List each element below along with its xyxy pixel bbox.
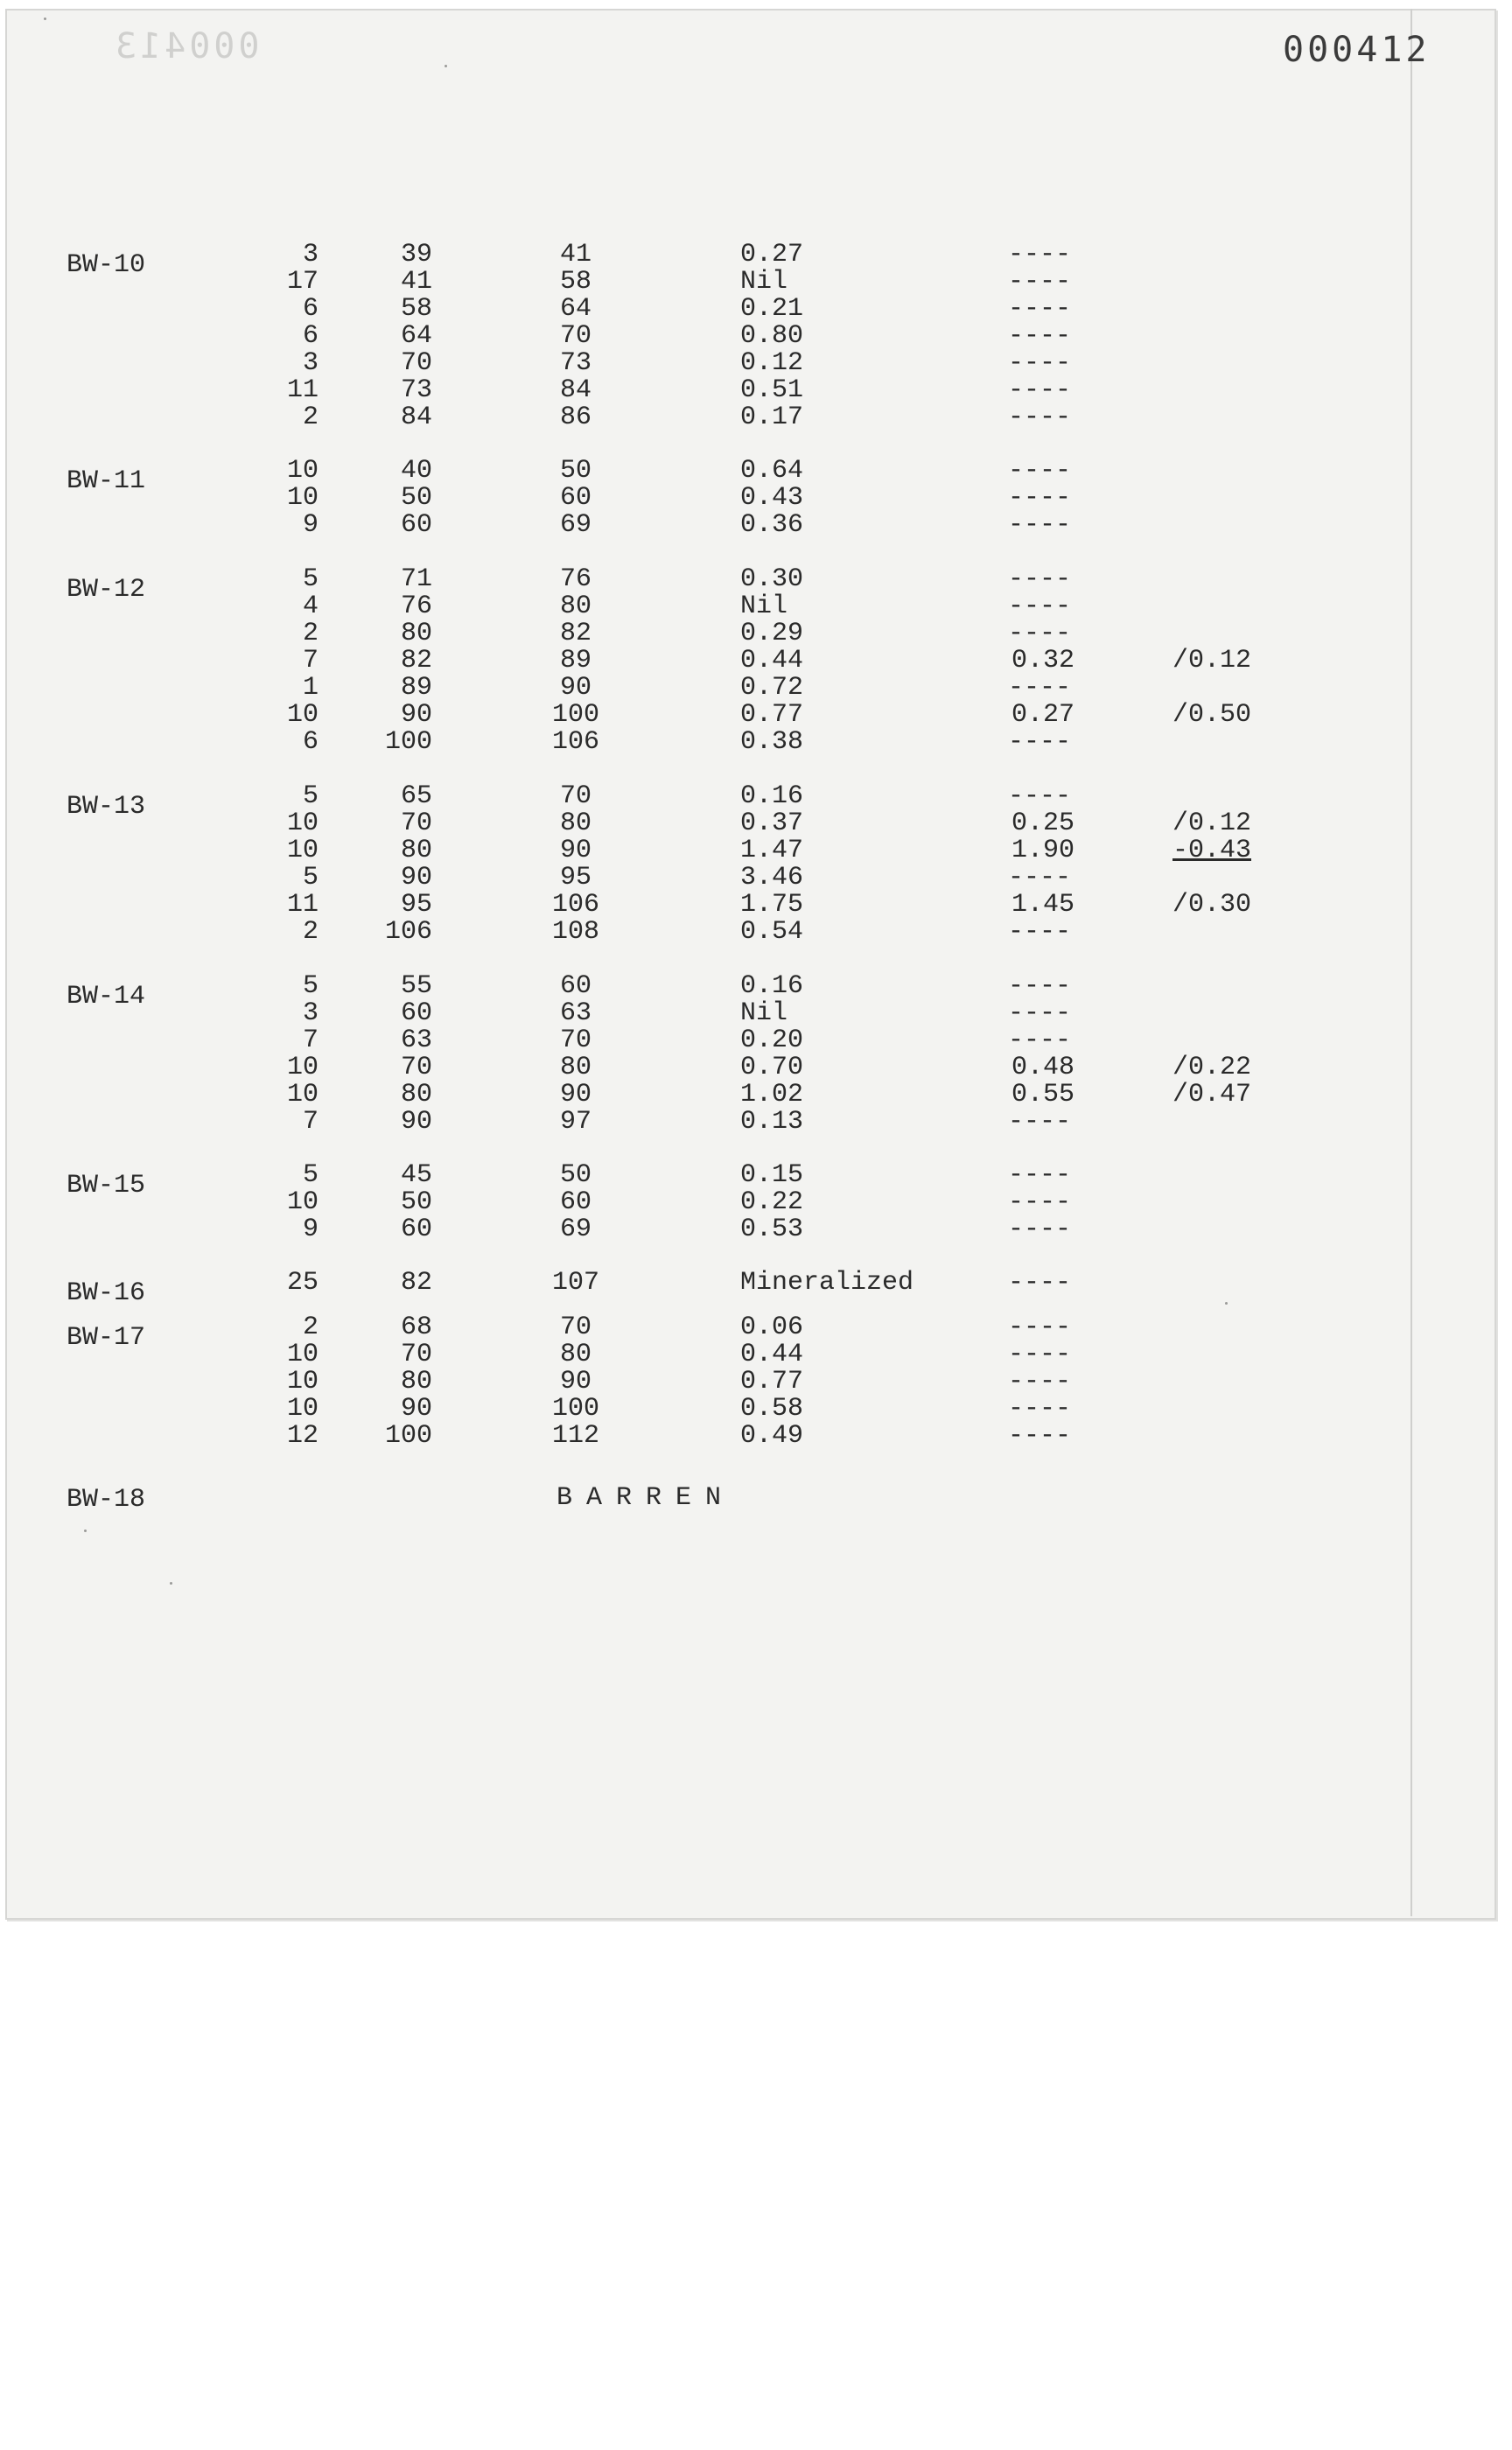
- assay-table: [0, 215, 1400, 1529]
- check-assay-cell: ----: [1008, 863, 1072, 892]
- check-assay-cell: ----: [1008, 1268, 1072, 1298]
- paper-speck: [170, 1582, 172, 1585]
- grade-cell: 0.53: [740, 1214, 804, 1244]
- length-cell: 5: [302, 863, 318, 892]
- to-cell: 100: [551, 700, 599, 730]
- check-assay-cell: ----: [1008, 1214, 1072, 1244]
- length-cell: 10: [286, 1187, 318, 1217]
- table-row: [0, 377, 1400, 404]
- from-cell: 63: [400, 1026, 432, 1055]
- check-assay-cell: ----: [1008, 348, 1072, 378]
- to-cell: 58: [559, 267, 592, 297]
- to-cell: 80: [559, 808, 592, 838]
- length-cell: 10: [286, 1053, 318, 1082]
- from-cell: 50: [400, 1187, 432, 1217]
- table-row: [0, 1162, 1400, 1189]
- check-assay-cell: 1.45: [1012, 890, 1075, 920]
- grade-cell: 0.20: [740, 1026, 804, 1055]
- check-assay-cell: ----: [1008, 1026, 1072, 1055]
- to-cell: 50: [559, 1160, 592, 1190]
- hole-id-label: BW-15: [66, 1171, 146, 1200]
- length-cell: 25: [286, 1268, 318, 1298]
- to-cell: 82: [559, 619, 592, 648]
- to-cell: 50: [559, 456, 592, 486]
- to-cell: 95: [559, 863, 592, 892]
- check-assay-cell: ----: [1008, 402, 1072, 432]
- from-cell: 90: [400, 1394, 432, 1424]
- grade-cell: 0.43: [740, 483, 804, 513]
- grade-cell: 0.06: [740, 1312, 804, 1342]
- length-cell: 9: [302, 510, 318, 540]
- from-cell: 45: [400, 1160, 432, 1190]
- to-cell: 100: [551, 1394, 599, 1424]
- table-row: [0, 1027, 1400, 1054]
- hole-id-label: BW-10: [66, 250, 146, 280]
- to-cell: 70: [559, 781, 592, 811]
- length-cell: 5: [302, 564, 318, 594]
- from-cell: 100: [384, 727, 432, 757]
- grade-cell: 0.22: [740, 1187, 804, 1217]
- length-cell: 2: [302, 917, 318, 947]
- length-cell: 6: [302, 294, 318, 324]
- length-cell: 10: [286, 808, 318, 838]
- to-cell: 70: [559, 321, 592, 351]
- from-cell: 90: [400, 863, 432, 892]
- length-cell: 3: [302, 240, 318, 270]
- check-assay-cell: ----: [1008, 240, 1072, 270]
- to-cell: 90: [559, 1367, 592, 1396]
- length-cell: 10: [286, 1080, 318, 1110]
- grade-cell: 1.75: [740, 890, 804, 920]
- from-cell: 60: [400, 998, 432, 1028]
- hole-id-label: BW-17: [66, 1323, 146, 1353]
- hole-group: [0, 242, 1400, 431]
- length-cell: 1: [302, 673, 318, 703]
- check-assay-cell: ----: [1008, 673, 1072, 703]
- table-row: [0, 864, 1400, 892]
- hole-group: [0, 1162, 1400, 1243]
- length-cell: 10: [286, 456, 318, 486]
- check-assay-cell: ----: [1008, 727, 1072, 757]
- to-cell: 73: [559, 348, 592, 378]
- from-cell: 73: [400, 375, 432, 405]
- table-row: [0, 1341, 1400, 1368]
- table-row: [0, 1314, 1400, 1341]
- table-row: [0, 702, 1400, 729]
- grade-cell: Nil: [740, 267, 788, 297]
- difference-cell: -0.43: [1172, 836, 1252, 865]
- hole-group: [0, 783, 1400, 946]
- from-cell: 80: [400, 619, 432, 648]
- to-cell: 97: [559, 1107, 592, 1137]
- hole-group: [0, 1476, 1400, 1529]
- difference-cell: /0.47: [1172, 1080, 1252, 1110]
- hole-id-label: BW-13: [66, 792, 146, 822]
- from-cell: 82: [400, 1268, 432, 1298]
- grade-cell: 0.16: [740, 781, 804, 811]
- check-assay-cell: ----: [1008, 375, 1072, 405]
- length-cell: 3: [302, 348, 318, 378]
- from-cell: 65: [400, 781, 432, 811]
- grade-cell: 0.12: [740, 348, 804, 378]
- difference-cell: /0.22: [1172, 1053, 1252, 1082]
- from-cell: 64: [400, 321, 432, 351]
- to-cell: 106: [551, 890, 599, 920]
- from-cell: 80: [400, 836, 432, 865]
- from-cell: 76: [400, 592, 432, 621]
- to-cell: 69: [559, 1214, 592, 1244]
- hole-id-label: BW-14: [66, 982, 146, 1012]
- grade-cell: 0.70: [740, 1053, 804, 1082]
- check-assay-cell: ----: [1008, 917, 1072, 947]
- check-assay-cell: ----: [1008, 456, 1072, 486]
- hole-id-label: BW-12: [66, 575, 146, 605]
- length-cell: 10: [286, 1340, 318, 1369]
- check-assay-cell: ----: [1008, 294, 1072, 324]
- length-cell: 2: [302, 402, 318, 432]
- table-row: [0, 1082, 1400, 1109]
- check-assay-cell: 0.32: [1012, 646, 1075, 676]
- check-assay-cell: ----: [1008, 971, 1072, 1001]
- to-cell: 64: [559, 294, 592, 324]
- to-cell: 69: [559, 510, 592, 540]
- hole-id-label: BW-16: [66, 1278, 146, 1308]
- from-cell: 80: [400, 1080, 432, 1110]
- grade-cell: 0.44: [740, 1340, 804, 1369]
- grade-cell: 0.54: [740, 917, 804, 947]
- hole-group: [0, 458, 1400, 539]
- paper-speck: [44, 18, 46, 20]
- check-assay-cell: ----: [1008, 1394, 1072, 1424]
- length-cell: 10: [286, 1367, 318, 1396]
- from-cell: 60: [400, 510, 432, 540]
- from-cell: 90: [400, 700, 432, 730]
- length-cell: 10: [286, 1394, 318, 1424]
- length-cell: 4: [302, 592, 318, 621]
- from-cell: 70: [400, 1053, 432, 1082]
- to-cell: 76: [559, 564, 592, 594]
- grade-cell: 0.13: [740, 1107, 804, 1137]
- table-row: [0, 892, 1400, 919]
- grade-cell: 0.77: [740, 700, 804, 730]
- difference-cell: /0.30: [1172, 890, 1252, 920]
- grade-cell: Nil: [740, 592, 788, 621]
- grade-cell: 1.02: [740, 1080, 804, 1110]
- page-edge-line: [1410, 9, 1412, 1916]
- paper-speck: [444, 65, 447, 67]
- length-cell: 10: [286, 483, 318, 513]
- check-assay-cell: ----: [1008, 564, 1072, 594]
- to-cell: 63: [559, 998, 592, 1028]
- from-cell: 95: [400, 890, 432, 920]
- from-cell: 100: [384, 1421, 432, 1451]
- table-row: [0, 1189, 1400, 1216]
- grade-cell: 0.38: [740, 727, 804, 757]
- to-cell: 60: [559, 483, 592, 513]
- length-cell: 10: [286, 700, 318, 730]
- table-row: [0, 729, 1400, 756]
- check-assay-cell: 0.48: [1012, 1053, 1075, 1082]
- to-cell: 86: [559, 402, 592, 432]
- table-row: [0, 296, 1400, 323]
- to-cell: 60: [559, 1187, 592, 1217]
- grade-cell: 0.49: [740, 1421, 804, 1451]
- paper-speck: [84, 1530, 87, 1532]
- to-cell: 90: [559, 673, 592, 703]
- check-assay-cell: ----: [1008, 483, 1072, 513]
- grade-cell: 0.77: [740, 1367, 804, 1396]
- page-number: 000412: [1283, 30, 1431, 70]
- grade-cell: 0.17: [740, 402, 804, 432]
- table-row: [0, 919, 1400, 946]
- table-row: [0, 783, 1400, 810]
- from-cell: 84: [400, 402, 432, 432]
- check-assay-cell: ----: [1008, 1421, 1072, 1451]
- length-cell: 5: [302, 781, 318, 811]
- table-row: [0, 1423, 1400, 1450]
- from-cell: 106: [384, 917, 432, 947]
- from-cell: 68: [400, 1312, 432, 1342]
- to-cell: 80: [559, 592, 592, 621]
- length-cell: 2: [302, 619, 318, 648]
- table-row: [0, 648, 1400, 675]
- hole-group: [0, 1314, 1400, 1450]
- length-cell: 11: [286, 890, 318, 920]
- to-cell: 112: [551, 1421, 599, 1451]
- table-row: [0, 1368, 1400, 1396]
- table-row: [0, 1216, 1400, 1243]
- grade-cell: 0.37: [740, 808, 804, 838]
- check-assay-cell: ----: [1008, 1187, 1072, 1217]
- difference-cell: /0.12: [1172, 808, 1252, 838]
- to-cell: 84: [559, 375, 592, 405]
- from-cell: 55: [400, 971, 432, 1001]
- length-cell: 5: [302, 971, 318, 1001]
- hole-id-label: BW-18: [66, 1485, 146, 1515]
- table-row: [0, 350, 1400, 377]
- length-cell: 12: [286, 1421, 318, 1451]
- table-row: [0, 1396, 1400, 1423]
- grade-cell: 0.30: [740, 564, 804, 594]
- check-assay-cell: ----: [1008, 1312, 1072, 1342]
- length-cell: 7: [302, 646, 318, 676]
- table-row: [0, 1000, 1400, 1027]
- length-cell: 5: [302, 1160, 318, 1190]
- to-cell: 106: [551, 727, 599, 757]
- from-cell: 70: [400, 1340, 432, 1369]
- to-cell: 107: [551, 1268, 599, 1298]
- grade-cell: 0.80: [740, 321, 804, 351]
- from-cell: 90: [400, 1107, 432, 1137]
- check-assay-cell: ----: [1008, 267, 1072, 297]
- hole-group: [0, 973, 1400, 1136]
- table-row: [0, 485, 1400, 512]
- from-cell: 60: [400, 1214, 432, 1244]
- to-cell: 60: [559, 971, 592, 1001]
- hole-group: [0, 566, 1400, 756]
- difference-cell: /0.50: [1172, 700, 1252, 730]
- grade-cell: 0.36: [740, 510, 804, 540]
- barren-note: BARREN: [556, 1483, 736, 1513]
- from-cell: 89: [400, 673, 432, 703]
- grade-cell: Mineralized: [740, 1268, 914, 1298]
- to-cell: 70: [559, 1026, 592, 1055]
- table-row: [0, 810, 1400, 837]
- grade-cell: 0.15: [740, 1160, 804, 1190]
- grade-cell: 0.29: [740, 619, 804, 648]
- from-cell: 50: [400, 483, 432, 513]
- bleed-through-page-number: 000413: [112, 26, 260, 66]
- table-row: [0, 323, 1400, 350]
- length-cell: 10: [286, 836, 318, 865]
- to-cell: 90: [559, 836, 592, 865]
- table-row: [0, 269, 1400, 296]
- hole-id-label: BW-11: [66, 466, 146, 496]
- check-assay-cell: ----: [1008, 1107, 1072, 1137]
- table-row: [0, 458, 1400, 485]
- grade-cell: 0.21: [740, 294, 804, 324]
- length-cell: 7: [302, 1107, 318, 1137]
- check-assay-cell: ----: [1008, 998, 1072, 1028]
- length-cell: 9: [302, 1214, 318, 1244]
- grade-cell: 0.72: [740, 673, 804, 703]
- check-assay-cell: 0.55: [1012, 1080, 1075, 1110]
- from-cell: 39: [400, 240, 432, 270]
- to-cell: 41: [559, 240, 592, 270]
- table-row: [0, 675, 1400, 702]
- check-assay-cell: ----: [1008, 1340, 1072, 1369]
- from-cell: 82: [400, 646, 432, 676]
- check-assay-cell: ----: [1008, 510, 1072, 540]
- length-cell: 7: [302, 1026, 318, 1055]
- table-row: [0, 1109, 1400, 1136]
- to-cell: 70: [559, 1312, 592, 1342]
- check-assay-cell: ----: [1008, 781, 1072, 811]
- table-row: [0, 566, 1400, 593]
- grade-cell: 1.47: [740, 836, 804, 865]
- to-cell: 89: [559, 646, 592, 676]
- check-assay-cell: 0.27: [1012, 700, 1075, 730]
- length-cell: 6: [302, 321, 318, 351]
- check-assay-cell: ----: [1008, 1160, 1072, 1190]
- table-row: [0, 593, 1400, 620]
- grade-cell: 0.51: [740, 375, 804, 405]
- to-cell: 108: [551, 917, 599, 947]
- table-row: [0, 973, 1400, 1000]
- table-row: [0, 1270, 1400, 1297]
- check-assay-cell: ----: [1008, 592, 1072, 621]
- length-cell: 6: [302, 727, 318, 757]
- from-cell: 70: [400, 808, 432, 838]
- from-cell: 71: [400, 564, 432, 594]
- to-cell: 80: [559, 1340, 592, 1369]
- difference-cell: /0.12: [1172, 646, 1252, 676]
- hole-group: [0, 1268, 1400, 1308]
- grade-cell: 3.46: [740, 863, 804, 892]
- from-cell: 40: [400, 456, 432, 486]
- check-assay-cell: ----: [1008, 1367, 1072, 1396]
- table-row: [0, 242, 1400, 269]
- grade-cell: 0.58: [740, 1394, 804, 1424]
- check-assay-cell: ----: [1008, 321, 1072, 351]
- grade-cell: 0.44: [740, 646, 804, 676]
- check-assay-cell: ----: [1008, 619, 1072, 648]
- length-cell: 3: [302, 998, 318, 1028]
- table-row: [0, 512, 1400, 539]
- grade-cell: 0.27: [740, 240, 804, 270]
- length-cell: 2: [302, 1312, 318, 1342]
- from-cell: 70: [400, 348, 432, 378]
- to-cell: 90: [559, 1080, 592, 1110]
- grade-cell: Nil: [740, 998, 788, 1028]
- length-cell: 11: [286, 375, 318, 405]
- check-assay-cell: 1.90: [1012, 836, 1075, 865]
- table-row: [0, 404, 1400, 431]
- check-assay-cell: 0.25: [1012, 808, 1075, 838]
- table-row: [0, 1054, 1400, 1082]
- grade-cell: 0.64: [740, 456, 804, 486]
- table-row: [0, 837, 1400, 864]
- from-cell: 41: [400, 267, 432, 297]
- to-cell: 80: [559, 1053, 592, 1082]
- length-cell: 17: [286, 267, 318, 297]
- table-row: [0, 620, 1400, 648]
- from-cell: 80: [400, 1367, 432, 1396]
- from-cell: 58: [400, 294, 432, 324]
- grade-cell: 0.16: [740, 971, 804, 1001]
